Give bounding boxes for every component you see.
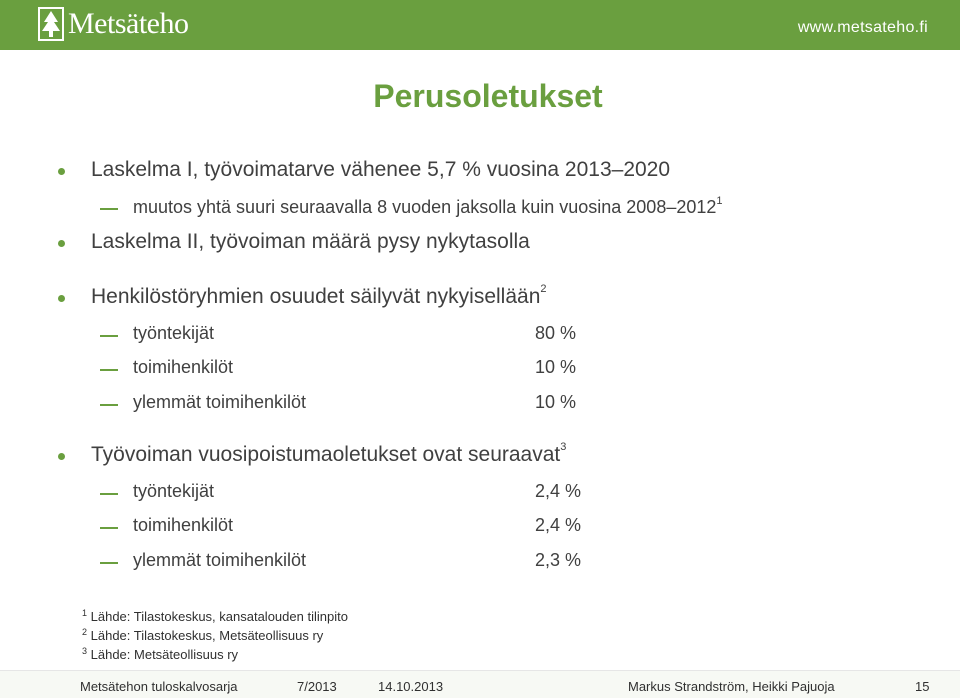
bullet-marker (58, 453, 65, 460)
bullet-marker (58, 168, 65, 175)
bullet-text: Laskelma I, työvoimatarve vähenee 5,7 % vuosina 2013–2020 (91, 158, 671, 181)
dash-marker (100, 562, 118, 564)
footer-issue: 7/2013 (297, 679, 337, 694)
share-label-ylemmat: ylemmät toimihenkilöt (133, 392, 307, 412)
footer-authors: Markus Strandström, Heikki Pajuoja (628, 679, 835, 694)
footnote-3 (82, 647, 238, 662)
footnote-ref: 2 (540, 283, 547, 295)
page-number: 15 (915, 679, 930, 694)
bullet-text: Henkilöstöryhmien osuudet säilyvät nykyisellään (91, 285, 541, 308)
sub-item-muutos (133, 197, 723, 218)
dash-marker (100, 527, 118, 529)
website-link[interactable]: www.metsateho.fi (797, 19, 928, 36)
slide-title: Perusoletukset (373, 78, 603, 114)
footnote-number: 2 (82, 627, 88, 637)
bullet-item-henkilostoryhmat (91, 285, 547, 309)
bullet-item-poistuma (91, 443, 566, 467)
footnote-ref: 3 (560, 441, 567, 453)
footnote-ref: 1 (716, 195, 723, 207)
rate-value-toimihenkilot: 2,4 % (535, 515, 582, 535)
dash-marker (100, 369, 118, 371)
sub-item-text: muutos yhtä suuri seuraavalla 8 vuoden jaksolla kuin vuosina 2008–2012 (133, 197, 717, 217)
rate-label-ylemmat: ylemmät toimihenkilöt (133, 550, 307, 570)
bullet-text: Työvoiman vuosipoistumaoletukset ovat seuraavat (91, 443, 561, 466)
bullet-marker (58, 240, 65, 247)
share-label-toimihenkilot: toimihenkilöt (133, 357, 234, 377)
rate-value-tyontekijat: 2,4 % (535, 481, 582, 501)
dash-marker (100, 208, 118, 210)
rate-value-ylemmat: 2,3 % (535, 550, 582, 570)
rate-label-tyontekijat: työntekijät (133, 481, 215, 501)
share-value-toimihenkilot: 10 % (535, 357, 577, 377)
share-value-ylemmat: 10 % (535, 392, 577, 412)
footnote-number: 1 (82, 608, 88, 618)
bullet-item-laskelma-1 (91, 158, 670, 182)
share-label-tyontekijat: työntekijät (133, 323, 215, 343)
logo-text: Metsäteho (68, 7, 189, 40)
footnote-number: 3 (82, 646, 88, 656)
dash-marker (100, 404, 118, 406)
rate-label-toimihenkilot: toimihenkilöt (133, 515, 234, 535)
footer-series: Metsätehon tuloskalvosarja (80, 679, 238, 694)
bullet-marker (58, 295, 65, 302)
bullet-item-laskelma-2 (91, 230, 530, 254)
bullet-text: Laskelma II, työvoiman määrä pysy nykytasolla (91, 230, 530, 253)
footnote-text: Lähde: Tilastokeskus, kansatalouden tilinpito (90, 609, 348, 624)
dash-marker (100, 335, 118, 337)
dash-marker (100, 493, 118, 495)
footnote-text: Lähde: Metsäteollisuus ry (90, 647, 239, 662)
footnote-2 (82, 628, 323, 643)
share-value-tyontekijat: 80 % (535, 323, 577, 343)
footnote-1 (82, 609, 348, 624)
footnote-text: Lähde: Tilastokeskus, Metsäteollisuus ry (90, 628, 324, 643)
footer-date: 14.10.2013 (378, 679, 444, 694)
